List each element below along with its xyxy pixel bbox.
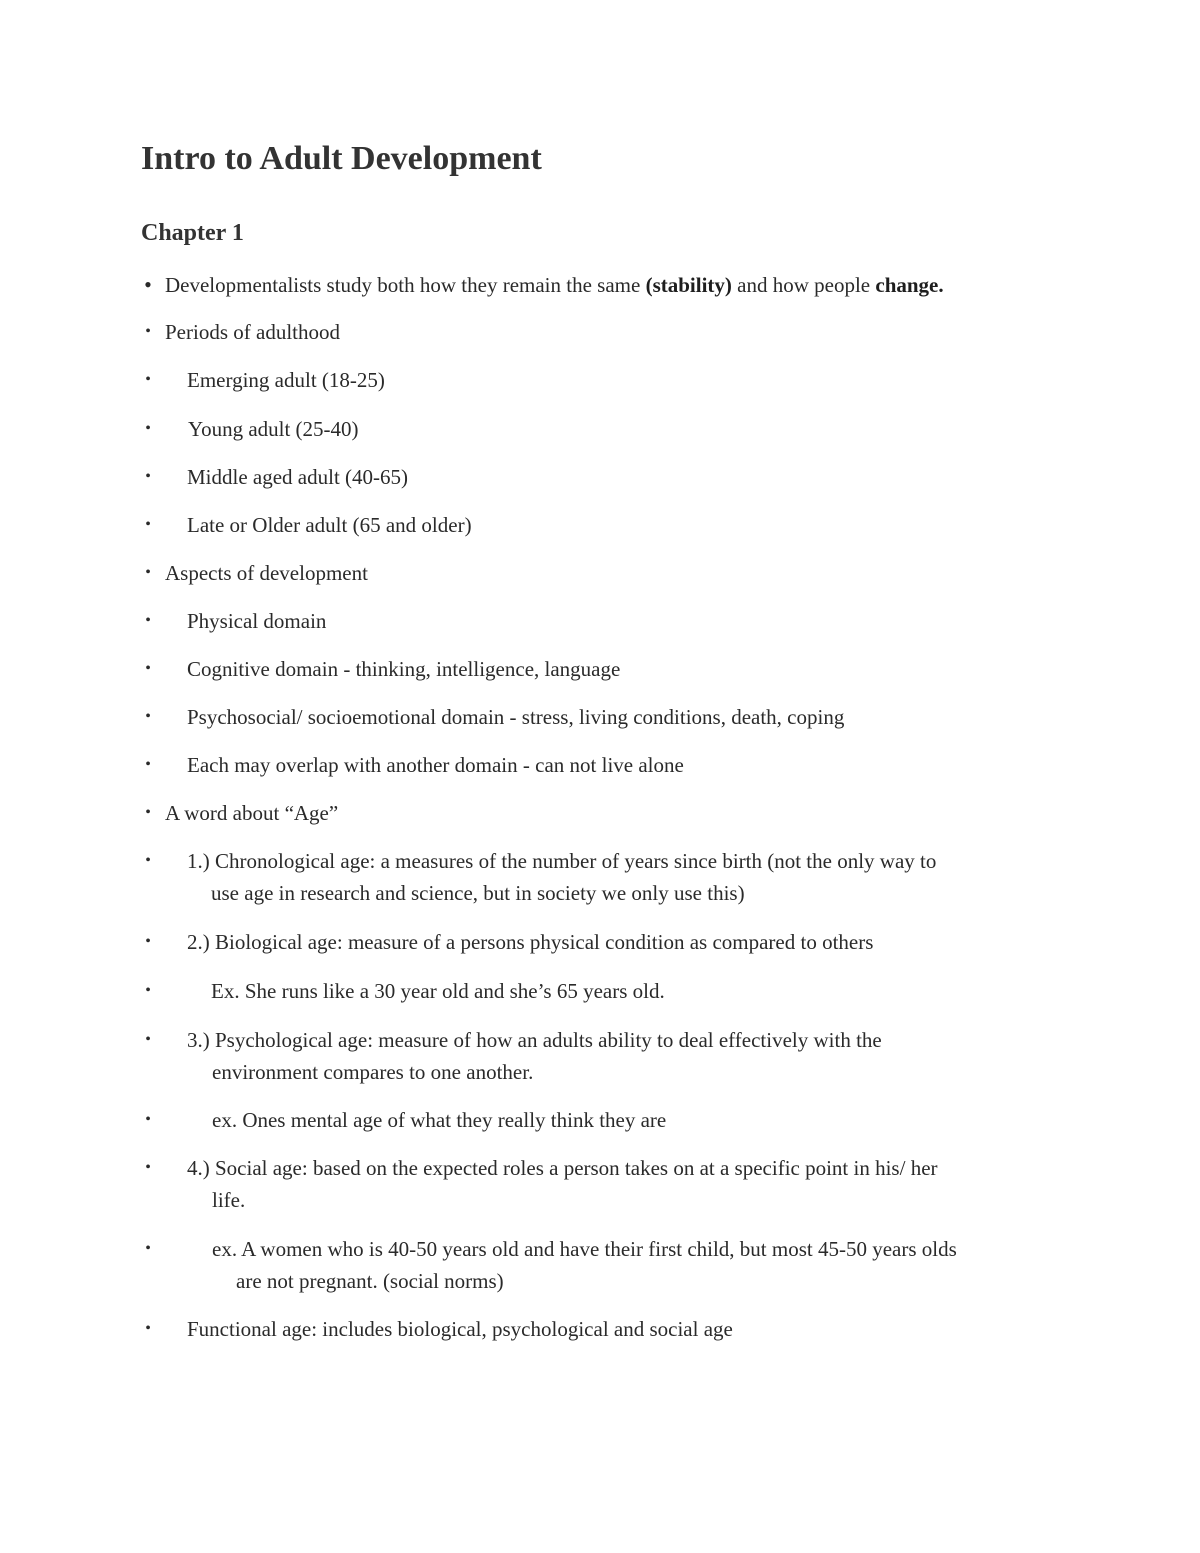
list-item-text: Functional age: includes biological, psychological and social age bbox=[187, 1317, 733, 1341]
bullet-icon: • bbox=[145, 756, 151, 773]
list-item-text: Emerging adult (18-25) bbox=[187, 368, 385, 392]
list-item-text: Cognitive domain - thinking, intelligence, language bbox=[187, 657, 621, 681]
bold-term-stability: (stability) bbox=[645, 273, 732, 297]
list-item-text: Aspects of development bbox=[165, 561, 368, 585]
list-item-text: 3.) Psychological age: measure of how an adults ability to deal effectively with the bbox=[187, 1028, 882, 1052]
bullet-icon: • bbox=[145, 804, 151, 821]
bullet-icon: • bbox=[145, 660, 151, 677]
bullet-icon: • bbox=[145, 982, 151, 999]
bullet-icon: • bbox=[145, 1159, 151, 1176]
bullet-icon: • bbox=[145, 612, 151, 629]
list-item-text: Periods of adulthood bbox=[165, 320, 340, 344]
bullet-icon: • bbox=[145, 708, 151, 725]
list-item-text: 1.) Chronological age: a measures of the number of years since birth (not the only way to bbox=[187, 849, 937, 873]
list-item-text: Physical domain bbox=[187, 609, 327, 633]
bullet-icon: • bbox=[145, 1111, 151, 1128]
bullet-icon: • bbox=[145, 852, 151, 869]
bullet-icon: • bbox=[145, 1031, 151, 1048]
list-item-text: Developmentalists study both how they remain the same (stability) and how people change. bbox=[165, 273, 944, 297]
list-item-text: Ex. She runs like a 30 year old and she’s 65 years old. bbox=[211, 979, 665, 1003]
list-item-text: Middle aged adult (40-65) bbox=[187, 465, 409, 489]
bullet-icon: • bbox=[145, 323, 151, 340]
list-item-continuation: environment compares to one another. bbox=[212, 1060, 534, 1084]
bullet-icon: • bbox=[145, 468, 151, 485]
bullet-icon: • bbox=[144, 272, 152, 297]
bullet-icon: • bbox=[145, 516, 151, 533]
chapter-heading: Chapter 1 bbox=[141, 220, 244, 246]
bullet-icon: • bbox=[145, 420, 151, 437]
list-item-text: Late or Older adult (65 and older) bbox=[187, 513, 472, 537]
list-item-continuation: life. bbox=[212, 1188, 246, 1212]
list-item-text: ex. A women who is 40-50 years old and have their first child, but most 45-50 years olds bbox=[212, 1237, 957, 1261]
list-item-text: ex. Ones mental age of what they really think they are bbox=[212, 1108, 667, 1132]
list-item-text: Each may overlap with another domain - can not live alone bbox=[187, 753, 684, 777]
bullet-icon: • bbox=[145, 1320, 151, 1337]
list-item-text: 4.) Social age: based on the expected roles a person takes on at a specific point in his/ her bbox=[187, 1156, 938, 1180]
list-item-text: 2.) Biological age: measure of a persons physical condition as compared to others bbox=[187, 930, 874, 954]
bullet-icon: • bbox=[145, 371, 151, 388]
list-item-text: A word about “Age” bbox=[165, 801, 339, 825]
page-title: Intro to Adult Development bbox=[141, 140, 542, 177]
list-item-continuation: use age in research and science, but in society we only use this) bbox=[211, 881, 745, 905]
list-item-text: Psychosocial/ socioemotional domain - stress, living conditions, death, coping bbox=[187, 705, 845, 729]
list-item-text: Young adult (25-40) bbox=[188, 417, 359, 441]
bold-term-change: change. bbox=[875, 273, 944, 297]
bullet-icon: • bbox=[145, 933, 151, 950]
list-item-continuation: are not pregnant. (social norms) bbox=[236, 1269, 504, 1293]
bullet-icon: • bbox=[145, 1240, 151, 1257]
bullet-icon: • bbox=[145, 564, 151, 581]
